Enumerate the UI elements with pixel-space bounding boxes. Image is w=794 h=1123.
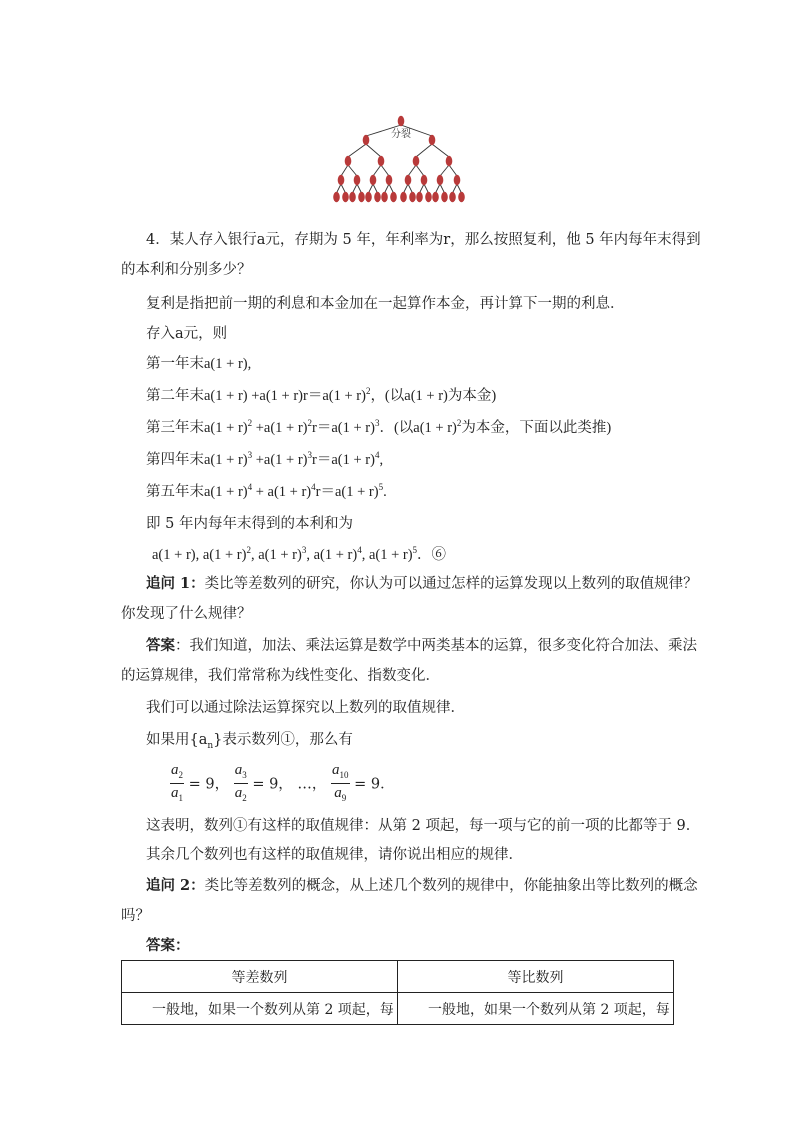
tree-node-level-3 (378, 156, 385, 166)
tree-node-level-3 (345, 156, 352, 166)
answer-1-line-2: 的运算规律，我们常常称为线性变化、指数变化． (121, 668, 440, 684)
year-4-line: 第四年末$a(1 + r)^3 +a(1 + r)^3r=a(1 + r)^4$, (146, 450, 384, 468)
follow-up-1-label: 追问 1： (146, 575, 205, 592)
tree-node-level-5 (400, 192, 407, 202)
tree-node-level-5 (342, 192, 349, 202)
follow-up-1-line-1: 追问 1：类比等差数列的研究，你认为可以通过怎样的运算发现以上数列的取值规律？ (146, 575, 698, 592)
tree-node-level-5 (425, 192, 432, 202)
table-row (122, 993, 674, 1025)
tree-node-level-4 (386, 175, 393, 185)
table-header-geometric: 等比数列 (398, 961, 674, 993)
comparison-table (121, 960, 674, 1025)
summary-line: 即 5 年内每年末得到的本利和为 (146, 516, 353, 532)
ratio-a2-a1: $\frac{a_2}{a_1}$ (171, 762, 183, 803)
ratio-a10-a9: $\frac{a_{10}}{a_9}$ (332, 762, 349, 803)
tree-node-level-4 (370, 175, 377, 185)
tree-node-level-4 (454, 175, 461, 185)
tree-node-level-2 (363, 135, 370, 145)
follow-up-2-line-1: 追问 2：类比等差数列的概念，从上述几个数列的规律中，你能抽象出等比数列的概念 (146, 877, 698, 894)
tree-node-level-3 (413, 156, 420, 166)
split-label: 分裂 (391, 129, 411, 140)
answer-1-line-4: 如果用$\{a_n\}$表示数列①，那么有 (146, 732, 353, 751)
tree-node-level-4 (437, 175, 444, 185)
tree-node-level-5 (390, 192, 397, 202)
year-3-line: 第三年末$a(1 + r)^2 +a(1 + r)^2r=a(1 + r)^3$．(以$a(1 + r)^2$为本金，下面以此类推) (146, 418, 612, 436)
table-header-arithmetic: 等差数列 (122, 961, 398, 993)
answer-1-label: 答案 (146, 637, 175, 654)
splitting-tree-diagram (0, 0, 794, 210)
table-cell-arithmetic: 一般地，如果一个数列从第 2 项起，每 (122, 993, 398, 1025)
table-cell-geometric: 一般地，如果一个数列从第 2 项起，每 (398, 993, 674, 1025)
tree-node-level-5 (409, 192, 416, 202)
answer-1-line-1: 答案：我们知道，加法、乘法运算是数学中两类基本的运算，很多变化符合加法、乘法 (146, 637, 697, 654)
tree-node-level-5 (432, 192, 439, 202)
tree-node-level-5 (458, 192, 465, 202)
answer-1-line-6: 其余几个数列也有这样的取值规律，请你说出相应的规律． (146, 847, 523, 863)
tree-node-level-2 (429, 135, 436, 145)
question-4-line-2: 的本利和分别多少？ (121, 262, 252, 278)
deposit-statement: 存入a元，则 (146, 326, 228, 342)
follow-up-1-line-2: 你发现了什么规律？ (121, 606, 252, 622)
tree-node-level-5 (416, 192, 423, 202)
table-header-row (122, 961, 674, 993)
answer-2-label: 答案： (146, 937, 190, 954)
answer-1-line-3: 我们可以通过除法运算探究以上数列的取值规律． (146, 700, 465, 716)
year-2-line: 第二年末$a(1 + r) +a(1 + r)r=a(1 + r)^2$，(以a(1 + r)为本金) (146, 386, 497, 404)
follow-up-2-line-2: 吗？ (121, 908, 150, 924)
tree-node-level-1 (398, 116, 405, 126)
compound-interest-definition: 复利是指把前一期的利息和本金加在一起算作本金，再计算下一期的利息． (146, 296, 625, 312)
sequence-6: a(1 + r), $a(1 + r)^2$, $a(1 + r)^3$, $a(1 + r)^4$, $a(1 + r)^5$．⑥ (152, 545, 447, 563)
question-4-line-1: 4．某人存入银行a元，存期为 5 年，年利率为r，那么按照复利，他 5 年内每年末得到 (146, 232, 701, 248)
tree-node-level-3 (446, 156, 453, 166)
tree-node-level-5 (449, 192, 456, 202)
tree-node-level-4 (405, 175, 412, 185)
tree-node-level-5 (365, 192, 372, 202)
tree-node-level-4 (354, 175, 361, 185)
tree-node-level-4 (338, 175, 345, 185)
follow-up-2-label: 追问 2： (146, 877, 205, 894)
ratio-a3-a2: $\frac{a_3}{a_2}$ (234, 762, 247, 803)
tree-node-level-5 (349, 192, 356, 202)
tree-node-level-4 (421, 175, 428, 185)
answer-1-line-5: 这表明，数列①有这样的取值规律：从第 2 项起，每一项与它的前一项的比都等于 9． (146, 818, 701, 834)
tree-node-level-5 (374, 192, 381, 202)
tree-node-level-5 (333, 192, 340, 202)
tree-node-level-5 (381, 192, 388, 202)
tree-node-level-5 (358, 192, 365, 202)
year-1-line: 第一年末a(1 + r), (146, 356, 252, 372)
ratio-equations: $\frac{a_2}{a_1}$ = 9， $\frac{a_3}{a_2}$ = 9， …， $\frac{a_{10}}{a_9}$ = 9． (170, 762, 395, 807)
year-5-line: 第五年末$a(1 + r)^4 + a(1 + r)^4r=a(1 + r)^5$. (146, 482, 387, 500)
tree-node-level-5 (441, 192, 448, 202)
